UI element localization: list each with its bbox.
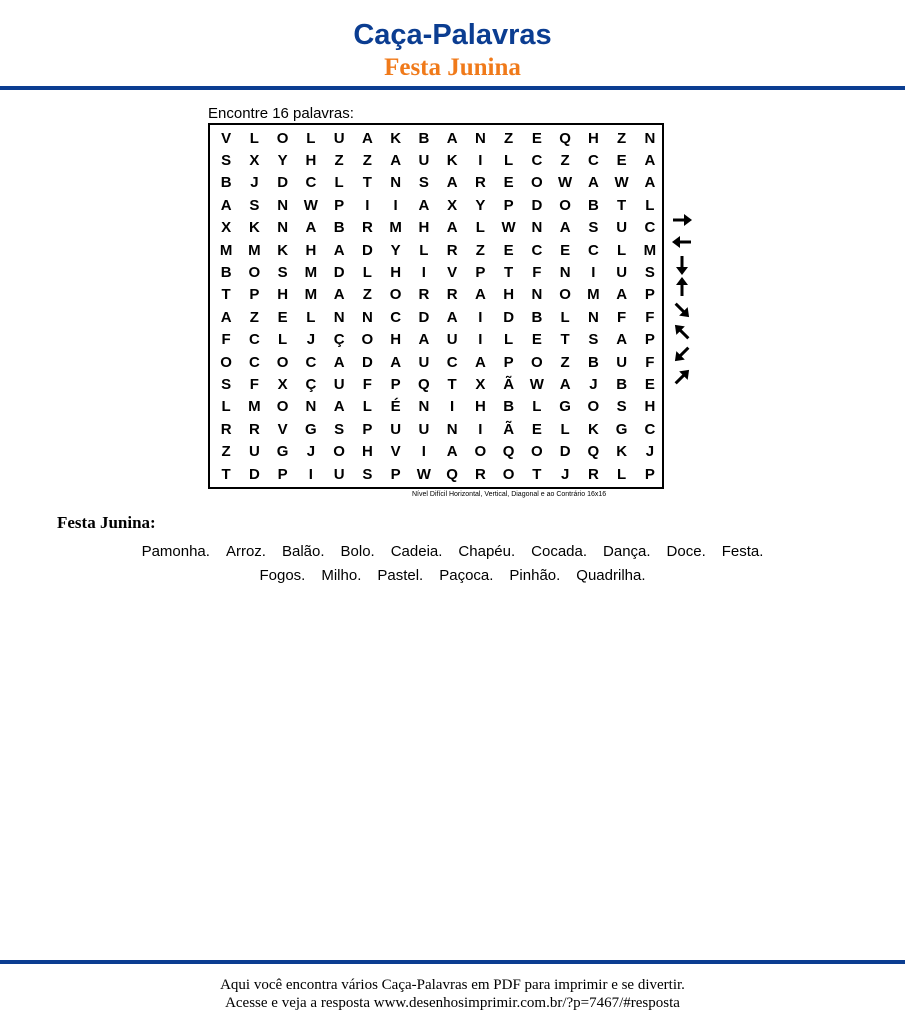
grid-letter: H [390,331,402,349]
arrow-right-icon [670,210,694,230]
grid-letter: O [587,398,600,416]
grid-letter: D [361,241,373,259]
grid-letter: N [474,129,486,147]
grid-letter: Q [559,129,571,147]
grid-letter: E [531,331,542,349]
grid-letter: P [334,196,345,214]
grid-letter: I [393,196,398,214]
grid-letter: Q [502,443,515,461]
word-item: Paçoca. [439,567,494,584]
grid-letter: U [333,129,345,147]
grid-letter: W [558,174,573,192]
grid-letter: O [276,398,289,416]
grid-letter: D [531,196,543,214]
grid-letter: K [616,443,628,461]
grid-letter: N [446,420,458,438]
grid-letter: B [220,174,232,192]
word-item: Arroz. [225,543,266,560]
grid-letter: A [559,219,571,237]
grid-letter: L [560,308,570,326]
grid-letter: L [617,241,627,259]
grid-letter: D [333,264,345,282]
grid-letter: É [390,398,401,416]
grid-letter: O [361,331,374,349]
arrow-up-right-icon [670,367,694,387]
grid-letter: R [220,420,232,438]
grid-letter: C [305,174,317,192]
grid-letter: O [474,443,487,461]
grid-letter: G [276,443,289,461]
grid-letter: N [277,196,289,214]
word-list-heading: Festa Junina: [57,513,156,532]
grid-letter: V [221,129,232,147]
word-list-line-2 [60,567,845,585]
grid-letter: I [421,264,426,282]
grid-letter: L [532,398,542,416]
header-divider [0,86,905,90]
grid-letter: K [587,420,599,438]
arrow-up-icon [670,277,694,297]
grid-letter: A [418,196,430,214]
grid-letter: A [446,219,458,237]
grid-letter: L [504,331,514,349]
grid-letter: D [277,174,289,192]
grid-letter: B [616,375,628,393]
grid-letter: U [616,264,628,282]
word-list-line-1 [60,543,845,561]
grid-letter: Z [249,308,259,326]
grid-letter: F [617,308,627,326]
grid-letter: B [418,129,430,147]
grid-letter: N [418,398,430,416]
grid-letter: M [587,286,600,304]
grid-letter: V [390,443,401,461]
grid-letter: O [248,264,261,282]
grid-letter: W [416,465,431,483]
grid-letter: E [560,241,571,259]
grid-letter: S [616,398,627,416]
grid-letter: Z [560,152,570,170]
grid-letter: S [418,174,429,192]
grid-letter: A [616,331,628,349]
grid-letter: O [220,353,232,371]
grid-letter: L [334,174,344,192]
grid-letter: A [446,129,458,147]
grid-letter: D [418,308,430,326]
grid-letter: C [587,241,599,259]
word-item: Bolo. [340,543,375,560]
grid-letter: A [587,174,599,192]
grid-letter: P [362,420,373,438]
grid-letter: C [390,308,402,326]
grid-letter: L [475,219,485,237]
grid-letter: R [587,465,599,483]
grid-letter: F [532,264,542,282]
grid-letter: I [478,420,483,438]
grid-letter: K [390,129,402,147]
grid-letter: O [389,286,402,304]
grid-letter: A [644,152,656,170]
grid-letter: P [644,465,655,483]
word-item: Cocada. [531,543,588,560]
grid-letter: D [559,443,571,461]
grid-letter: L [617,465,627,483]
word-item: Dança. [603,543,651,560]
word-search-grid [208,123,664,489]
grid-letter: U [248,443,260,461]
grid-letter: V [447,264,458,282]
grid-letter: J [250,174,259,192]
footer-line-2: Acesse e veja a resposta www.desenhosimprimir.com.br/?p=7467/#resposta [225,995,680,1011]
grid-letter: U [446,331,458,349]
grid-letter: A [390,152,402,170]
grid-letter: Z [334,152,344,170]
grid-letter: P [390,375,401,393]
grid-letter: Ç [305,375,317,393]
grid-letter: Ã [503,375,515,393]
grid-letter: I [478,308,483,326]
grid-letter: B [587,196,599,214]
grid-letter: S [334,420,345,438]
grid-letter: Ã [503,420,515,438]
grid-letter: X [277,375,288,393]
puzzle-instruction: Encontre 16 palavras: [208,105,354,122]
grid-letter: F [249,375,259,393]
page-title: Caça-Palavras [353,19,552,51]
grid-letter: R [474,174,486,192]
grid-letter: T [560,331,570,349]
grid-letter: L [306,308,316,326]
grid-letter: Q [446,465,458,483]
grid-letter: J [306,331,316,349]
grid-letter: L [306,129,316,147]
grid-letter: X [249,152,260,170]
grid-letter: U [333,465,345,483]
grid-letter: C [531,241,543,259]
grid-letter: M [643,241,657,259]
grid-letter: N [305,398,317,416]
grid-letter: F [645,308,655,326]
grid-letter: H [503,286,515,304]
grid-letter: C [248,331,260,349]
grid-letter: I [478,331,483,349]
grid-letter: A [474,286,486,304]
grid-cells [212,127,664,489]
arrow-left-icon [670,232,694,252]
grid-letter: L [504,152,514,170]
grid-letter: S [644,264,655,282]
grid-letter: U [333,375,345,393]
grid-letter: K [277,241,289,259]
grid-letter: C [446,353,458,371]
difficulty-level: Nível Difícil Horizontal, Vertical, Diagonal e ao Contrário 16x16 [412,491,607,498]
grid-letter: H [644,398,656,416]
grid-letter: A [390,353,402,371]
grid-letter: Q [587,443,600,461]
grid-letter: R [474,465,486,483]
grid-letter: Q [418,375,430,393]
grid-letter: O [502,465,515,483]
grid-letter: A [616,286,628,304]
grid-letter: A [333,286,345,304]
grid-letter: I [450,398,455,416]
grid-letter: K [446,152,458,170]
grid-letter: L [221,398,231,416]
grid-letter: W [303,196,318,214]
page-subtitle: Festa Junina [384,54,521,81]
grid-letter: J [589,375,598,393]
grid-letter: R [418,286,430,304]
grid-letter: T [221,465,231,483]
grid-letter: N [390,174,402,192]
word-item: Chapéu. [458,543,516,560]
grid-letter: A [361,129,373,147]
grid-letter: A [446,308,458,326]
direction-legend [670,210,698,392]
grid-letter: P [277,465,288,483]
grid-letter: A [333,398,345,416]
grid-letter: D [248,465,260,483]
grid-letter: U [418,152,430,170]
grid-letter: B [531,308,543,326]
grid-letter: I [365,196,370,214]
grid-letter: Z [475,241,485,259]
grid-letter: A [559,375,571,393]
grid-letter: A [418,331,430,349]
grid-letter: T [532,465,542,483]
grid-letter: E [503,241,514,259]
grid-letter: P [475,264,486,282]
grid-letter: S [588,219,599,237]
grid-letter: W [501,219,516,237]
grid-letter: T [221,286,231,304]
grid-letter: S [588,331,599,349]
grid-letter: B [503,398,515,416]
grid-letter: A [474,353,486,371]
grid-letter: R [248,420,260,438]
grid-letter: Y [390,241,401,259]
grid-letter: U [616,219,628,237]
grid-letter: O [559,286,571,304]
grid-letter: E [531,420,542,438]
grid-letter: C [248,353,260,371]
grid-letter: H [418,219,430,237]
grid-letter: M [248,241,261,259]
grid-letter: U [418,353,430,371]
grid-letter: E [277,308,288,326]
grid-letter: C [644,219,656,237]
arrow-down-icon [670,255,694,275]
grid-letter: C [587,152,599,170]
grid-letter: H [474,398,486,416]
grid-letter: Z [362,286,372,304]
grid-letter: V [277,420,288,438]
grid-letter: A [305,219,317,237]
arrow-down-left-icon [670,344,694,364]
grid-letter: M [219,241,233,259]
grid-letter: G [559,398,571,416]
grid-letter: Z [362,152,372,170]
grid-letter: G [615,420,628,438]
word-item: Festa. [721,543,764,560]
grid-letter: M [304,264,318,282]
grid-letter: G [305,420,317,438]
grid-letter: O [559,196,571,214]
grid-letter: D [503,308,515,326]
grid-letter: N [531,286,543,304]
grid-letter: M [248,398,261,416]
grid-letter: Ç [333,331,345,349]
grid-letter: I [421,443,426,461]
grid-letter: Z [504,129,514,147]
grid-letter: F [362,375,372,393]
grid-letter: O [276,129,289,147]
grid-letter: T [362,174,372,192]
grid-letter: E [531,129,542,147]
grid-letter: A [644,174,656,192]
grid-letter: S [221,152,232,170]
grid-letter: H [305,152,317,170]
grid-letter: N [333,308,345,326]
grid-letter: P [390,465,401,483]
grid-letter: J [560,465,570,483]
grid-letter: A [333,353,345,371]
grid-letter: U [390,420,402,438]
grid-letter: U [616,353,628,371]
grid-letter: C [644,420,656,438]
word-item: Pamonha. [141,543,210,560]
grid-letter: N [644,129,656,147]
grid-letter: L [362,264,372,282]
arrow-up-left-icon [670,322,694,342]
grid-letter: H [587,129,599,147]
grid-letter: B [333,219,345,237]
footer-divider [0,960,905,964]
grid-letter: L [560,420,570,438]
word-item: Pastel. [377,567,424,584]
grid-letter: W [529,375,544,393]
grid-letter: Z [617,129,627,147]
grid-letter: T [617,196,627,214]
word-item: Cadeia. [390,543,443,560]
grid-letter: A [446,443,458,461]
grid-letter: L [249,129,259,147]
grid-letter: Y [475,196,486,214]
grid-letter: R [446,241,458,259]
grid-letter: T [504,264,514,282]
grid-letter: O [531,174,543,192]
grid-letter: Z [221,443,231,461]
grid-letter: I [591,264,596,282]
grid-letter: X [221,219,232,237]
word-item: Fogos. [259,567,306,584]
grid-letter: N [531,219,543,237]
grid-letter: L [362,398,372,416]
word-item: Doce. [666,543,706,560]
grid-letter: O [531,443,543,461]
grid-letter: E [503,174,514,192]
grid-letter: U [418,420,430,438]
word-item: Milho. [321,567,362,584]
grid-letter: F [221,331,231,349]
grid-letter: H [277,286,289,304]
word-item: Balão. [281,543,325,560]
grid-letter: N [277,219,289,237]
grid-letter: M [304,286,318,304]
grid-letter: N [559,264,571,282]
grid-letter: K [248,219,260,237]
grid-letter: B [220,264,232,282]
grid-letter: P [644,286,655,304]
arrow-down-right-icon [670,300,694,320]
grid-letter: M [389,219,402,237]
grid-letter: E [644,375,655,393]
grid-letter: L [278,331,288,349]
grid-letter: S [362,465,373,483]
grid-letter: W [614,174,629,192]
grid-letter: E [616,152,627,170]
grid-letter: S [221,375,232,393]
grid-letter: X [475,375,486,393]
grid-letter: C [305,353,317,371]
grid-letter: P [503,353,514,371]
grid-letter: J [306,443,316,461]
grid-letter: N [587,308,599,326]
grid-letter: A [220,196,232,214]
word-item: Pinhão. [509,567,561,584]
grid-letter: A [220,308,232,326]
grid-letter: F [645,353,655,371]
grid-letter: B [587,353,599,371]
grid-letter: P [644,331,655,349]
grid-letter: N [361,308,373,326]
grid-letter: A [446,174,458,192]
footer-line-1: Aqui você encontra vários Caça-Palavras em PDF para imprimir e se divertir. [220,977,685,993]
grid-letter: S [249,196,260,214]
grid-letter: O [276,353,289,371]
grid-letter: L [645,196,655,214]
grid-letter: H [361,443,373,461]
grid-letter: C [531,152,543,170]
grid-letter: I [308,465,313,483]
grid-letter: A [333,241,345,259]
grid-letter: J [645,443,655,461]
grid-letter: H [390,264,402,282]
grid-letter: R [361,219,373,237]
grid-letter: X [447,196,458,214]
grid-letter: H [305,241,317,259]
grid-letter: O [333,443,345,461]
grid-letter: Z [560,353,570,371]
grid-letter: Y [277,152,288,170]
grid-letter: O [531,353,543,371]
grid-letter: I [478,152,483,170]
grid-letter: L [419,241,429,259]
grid-letter: P [249,286,260,304]
grid-letter: D [361,353,373,371]
grid-letter: P [503,196,514,214]
grid-letter: T [447,375,457,393]
grid-letter: S [277,264,288,282]
grid-letter: R [446,286,458,304]
word-item: Quadrilha. [576,567,646,584]
